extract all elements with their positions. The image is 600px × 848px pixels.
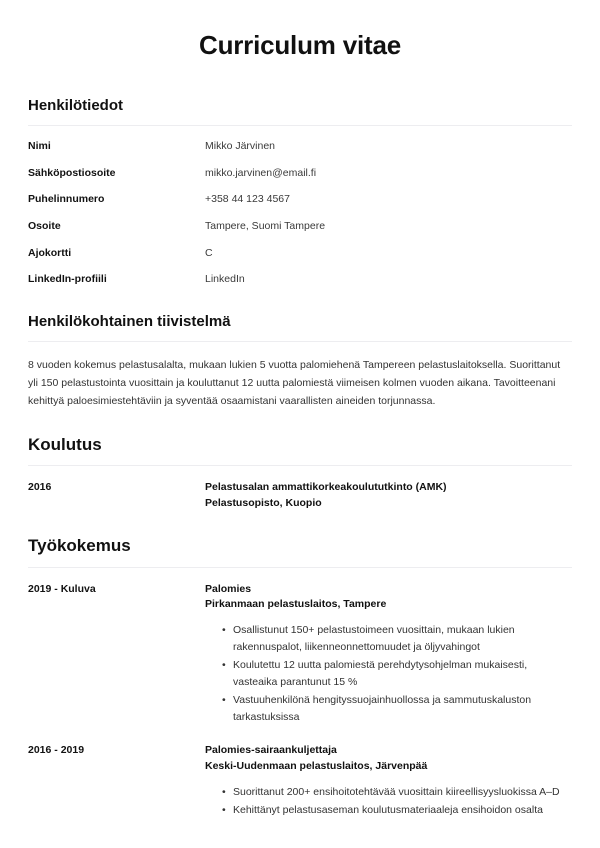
entry-date: 2016 — [28, 480, 52, 493]
section-education — [28, 434, 572, 512]
entry-bullet-list — [205, 784, 572, 819]
entry-body — [205, 743, 572, 820]
bullet-icon: • — [222, 624, 226, 637]
info-label: LinkedIn-profiili — [28, 273, 107, 286]
info-label: Puhelinnumero — [28, 193, 105, 206]
list-item — [222, 657, 572, 691]
entry-date: 2016 - 2019 — [28, 744, 85, 757]
section-divider — [28, 465, 572, 466]
info-row — [28, 273, 572, 287]
list-item-text: Osallistunut 150+ pelastustoimeen vuosittain, mukaan lukien rakennuspalot, liikenneonnettomuudet ja öljyvahingot — [233, 624, 515, 654]
section-work-experience — [28, 535, 572, 819]
info-row — [28, 247, 572, 261]
bullet-icon: • — [222, 785, 226, 798]
entry-body — [205, 480, 572, 512]
list-item-text: Vastuuhenkilönä hengityssuojainhuollossa ja sammutuskaluston tarkastuksissa — [233, 694, 532, 724]
info-label: Ajokortti — [28, 246, 72, 259]
entry-job-title: Palomies — [205, 582, 252, 595]
info-row — [28, 193, 572, 207]
list-item — [222, 622, 572, 656]
entry-date: 2019 - Kuluva — [28, 582, 96, 595]
experience-entry — [28, 582, 572, 728]
list-item — [222, 784, 572, 801]
info-value: C — [205, 246, 213, 259]
education-entry — [28, 480, 572, 512]
info-value: mikko.jarvinen@email.fi — [205, 166, 317, 179]
entry-degree: Pelastusalan ammattikorkeakoulututkinto (AMK) — [205, 480, 447, 493]
section-heading-education: Koulutus — [28, 434, 102, 454]
entry-employer: Keski-Uudenmaan pelastuslaitos, Järvenpää — [205, 759, 428, 772]
entry-employer: Pirkanmaan pelastuslaitos, Tampere — [205, 598, 387, 611]
info-row — [28, 220, 572, 234]
page-title: Curriculum vitae — [199, 30, 401, 60]
entry-institution: Pelastusopisto, Kuopio — [205, 496, 322, 509]
list-item-text: Kehittänyt pelastusaseman koulutusmateriaaleja ensihoidon osalta — [233, 803, 543, 816]
info-row — [28, 140, 572, 154]
info-value: Mikko Järvinen — [205, 139, 276, 152]
section-divider — [28, 125, 572, 126]
section-personal-details — [28, 97, 572, 287]
list-item-text: Suorittanut 200+ ensihoitotehtävää vuosittain kiireellisyysluokissa A–D — [233, 785, 560, 798]
bullet-icon: • — [222, 659, 226, 672]
entry-bullet-list — [205, 622, 572, 726]
section-divider — [28, 567, 572, 568]
bullet-icon: • — [222, 803, 226, 816]
list-item — [222, 802, 572, 819]
info-value: +358 44 123 4567 — [205, 193, 290, 206]
section-divider — [28, 341, 572, 342]
info-label: Osoite — [28, 219, 61, 232]
personal-details-list — [28, 140, 572, 287]
entry-job-title: Palomies-sairaankuljettaja — [205, 744, 337, 757]
info-label: Sähköpostiosoite — [28, 166, 116, 179]
section-heading-summary: Henkilökohtainen tiivistelmä — [28, 312, 231, 330]
info-row — [28, 167, 572, 181]
experience-entry — [28, 743, 572, 820]
section-heading-personal-details: Henkilötiedot — [28, 97, 124, 115]
list-item-text: Koulutettu 12 uutta palomiestä perehdytysohjelman mukaisesti, vasteaika parantunut 15 % — [233, 659, 528, 689]
info-value: Tampere, Suomi Tampere — [205, 219, 326, 232]
section-heading-experience: Työkokemus — [28, 536, 131, 556]
summary-paragraph: 8 vuoden kokemus pelastusalalta, mukaan lukien 5 vuotta palomiehenä Tampereen pelastuslaitoksella. Suorittanut yli 150 pelastustointa vuosittain ja kouluttanut 12 uutta palomiestä viimeisen kolmen vuoden aikana. Tavoitteenani kehittyä paloesimiestehtäviin ja syventää osaamistani vaarallisten aineiden torjunnassa. — [28, 358, 561, 407]
entry-body — [205, 582, 572, 728]
list-item — [222, 692, 572, 726]
bullet-icon: • — [222, 694, 226, 707]
section-personal-summary — [28, 313, 572, 410]
info-label: Nimi — [28, 139, 51, 152]
linkedin-profile-link[interactable]: LinkedIn — [205, 273, 245, 286]
